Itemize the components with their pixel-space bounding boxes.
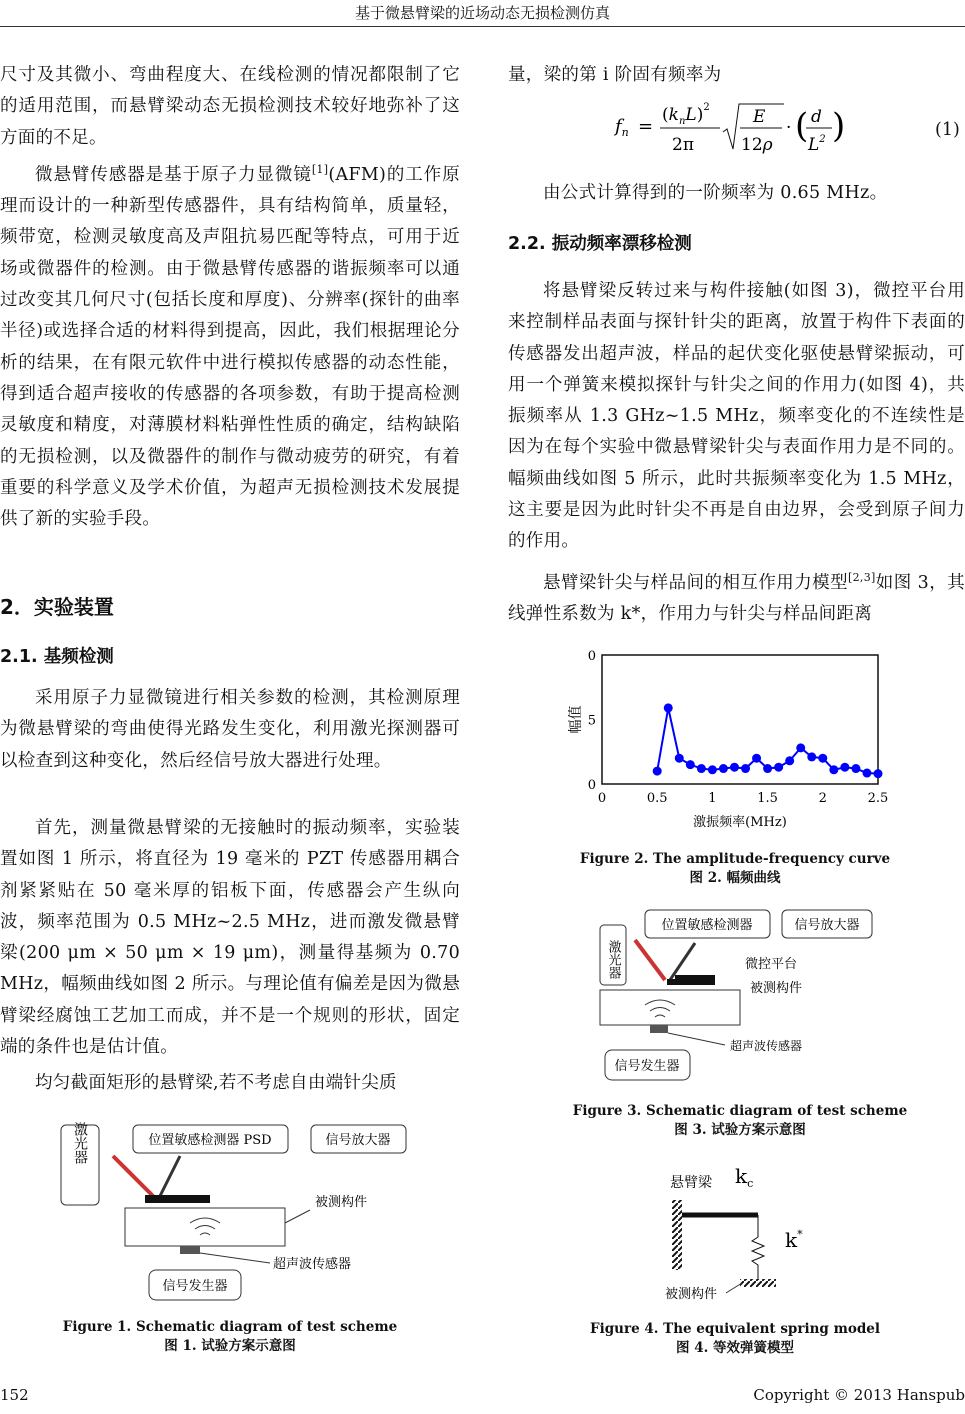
laser-label: 激光器 xyxy=(605,940,621,979)
svg-text:kc xyxy=(735,1164,753,1190)
beam-label: 悬臂梁 xyxy=(670,1175,712,1191)
copyright: Copyright © 2013 Hanspub xyxy=(753,1386,965,1404)
paragraph: 均匀截面矩形的悬臂梁,若不考虑自由端针尖质 xyxy=(35,1073,397,1093)
data-point xyxy=(664,703,673,712)
paragraph: 采用原子力显微镜进行相关参数的检测，其检测原理为微悬臂梁的弯曲使得光路发生变化，利用激光探测器可以检查到这种变化，然后经信号放大器进行处理。 xyxy=(0,688,460,771)
figure-2-caption xyxy=(560,850,910,888)
sensor-label: 超声波传感器 xyxy=(273,1257,352,1272)
amp-label: 信号放大器 xyxy=(325,1133,391,1148)
psd-label: 位置敏感检测器 PSD xyxy=(148,1133,272,1148)
gen-label: 信号发生器 xyxy=(162,1279,228,1294)
x-tick-label: 1.5 xyxy=(757,791,778,806)
svg-text:12ρ: 12ρ xyxy=(741,135,773,155)
data-point xyxy=(752,754,761,763)
figure-3-caption xyxy=(570,1102,910,1140)
data-point xyxy=(719,764,728,773)
x-axis-label: 激振频率(MHz) xyxy=(693,815,787,830)
data-point xyxy=(829,765,838,774)
caption-zh: 图 1. 试验方案示意图 xyxy=(164,1338,296,1354)
x-tick-label: 0.5 xyxy=(646,791,668,806)
data-point xyxy=(774,763,783,772)
sensor-label: 超声波传感器 xyxy=(730,1039,803,1053)
y-tick-label: 0 xyxy=(587,649,596,664)
caption-en: Figure 4. The equivalent spring model xyxy=(589,1321,881,1337)
part-label: 被测构件 xyxy=(750,981,803,996)
running-header: 基于微悬臂梁的近场动态无损检测仿真 xyxy=(354,4,610,22)
psd-label: 位置敏感检测器 xyxy=(661,918,753,933)
kstar-superscript: * xyxy=(797,1228,803,1241)
paragraph: 尺寸及其微小、弯曲程度大、在线检测的情况都限制了它的适用范围，而悬臂梁动态无损检测技术较好地弥补了这方面的不足。 xyxy=(0,65,460,148)
data-point xyxy=(675,754,684,763)
figure-1-diagram xyxy=(55,1118,415,1308)
page-number: 152 xyxy=(0,1386,29,1404)
data-point xyxy=(741,764,750,773)
subsection-heading: 2.2. 振动频率漂移检测 xyxy=(508,234,692,254)
caption-en: Figure 2. The amplitude-frequency curve xyxy=(579,851,891,867)
citation[interactable]: [2,3] xyxy=(848,571,876,584)
caption-en: Figure 1. Schematic diagram of test scheme xyxy=(62,1319,398,1335)
svg-text:=: = xyxy=(638,116,654,137)
text: 如图 3，其线弹性系数为 k*，作用力与针尖与样品间距离 xyxy=(508,572,965,625)
data-point xyxy=(796,743,805,752)
svg-text:·: · xyxy=(786,118,792,138)
svg-text:(: ( xyxy=(795,106,809,146)
text: 悬臂梁针尖与样品间的相互作用力模型 xyxy=(543,572,849,593)
svg-text:2π: 2π xyxy=(672,135,694,155)
subsection-heading: 2.1. 基频检测 xyxy=(0,647,114,667)
paragraph xyxy=(508,562,965,630)
kstar-label: k xyxy=(785,1228,798,1252)
gen-label: 信号发生器 xyxy=(614,1059,680,1074)
section-heading: 2．实验装置 xyxy=(0,595,114,619)
y-axis-label: 幅值 xyxy=(568,705,584,734)
paragraph xyxy=(0,154,460,535)
text: 微悬臂传感器是基于原子力显微镜 xyxy=(35,164,312,185)
data-point xyxy=(708,765,717,774)
kc-subscript: c xyxy=(747,1177,754,1190)
x-tick-label: 0 xyxy=(597,791,607,806)
figure-4-caption xyxy=(560,1320,910,1358)
paragraph: 将悬臂梁反转过来与构件接触(如图 3)，微控平台用来控制样品表面与探针针尖的距离，放置于构件下表面的传感器发出超声波，样品的起伏变化驱使悬臂梁振动，可用一个弹簧来模拟探针与针尖之间的作用力(如图 4)，共振频率从 1.3 GHz~1.5 MHz，频率变化的不连续性是因为在每个实验中微悬臂梁针尖与表面作用力是不同的。幅频曲线如图 5 所示，此时共振频率变化为 1.5 MHz，这主要是因为此时针尖不再是自由边界，会受到原子间力的作用。 xyxy=(508,281,965,552)
part-label: 被测构件 xyxy=(665,1287,718,1302)
citation[interactable]: [1] xyxy=(311,163,329,176)
data-point xyxy=(840,763,849,772)
data-point xyxy=(697,764,706,773)
data-point xyxy=(851,764,860,773)
data-point xyxy=(862,769,871,778)
header-rule xyxy=(0,26,965,27)
data-point xyxy=(818,754,827,763)
stage-label: 微控平台 xyxy=(745,957,798,972)
caption-zh: 图 4. 等效弹簧模型 xyxy=(676,1340,794,1356)
caption-zh: 图 3. 试验方案示意图 xyxy=(674,1122,806,1138)
plot-frame xyxy=(602,655,878,784)
text: (AFM)的工作原理而设计的一种新型传感器件，具有结构简单，质量轻，频带宽，检测灵敏度高及声阻抗易匹配等特点，可用于近场或微器件的检测。由于微悬臂传感器的谐振频率可以通过改变其几何尺寸(包括长度和厚度)、分辨率(探针的曲率半径)或选择合适的材料得到提高，因此，我们根据理论分析的结果，在有限元软件中进行模拟传感器的动态性能，得到适合超声接收的传感器的各项参数，有助于提高检测灵敏度和精度，对薄膜材料粘弹性性质的确定，结构缺陷的无损检测，以及微器件的制作与微动疲劳的研究，有着重要的科学意义及学术价值，为超声无损检测技术发展提供了新的实验手段。 xyxy=(0,164,461,530)
svg-text:k* xyxy=(785,1228,803,1252)
amp-label: 信号放大器 xyxy=(794,918,860,933)
data-point xyxy=(807,752,816,761)
svg-text:(knL)2: $(k_nL)^2$ xyxy=(662,102,710,127)
equation-1 xyxy=(610,92,910,162)
paragraph: 由公式计算得到的一阶频率为 0.65 MHz。 xyxy=(543,183,888,203)
x-tick-label: 1 xyxy=(708,791,717,806)
amplitude-frequency-chart xyxy=(540,640,910,840)
svg-text:E: E xyxy=(753,107,766,127)
equation-number: (1) xyxy=(935,120,960,140)
paragraph: 量，梁的第 i 阶固有频率为 xyxy=(508,65,722,85)
x-tick-label: 2.5 xyxy=(867,791,889,806)
x-tick-label: 2 xyxy=(818,791,827,806)
svg-text:): ) xyxy=(832,106,846,146)
data-point xyxy=(874,769,883,778)
svg-text:fn: $f_n$ xyxy=(615,116,629,139)
svg-text:L2: $L^2$ xyxy=(808,134,826,155)
svg-text:d: d xyxy=(811,107,822,127)
figure-1-caption xyxy=(60,1318,400,1356)
data-point xyxy=(785,756,794,765)
figure-3-diagram xyxy=(595,905,885,1085)
paragraph: 首先，测量微悬臂梁的无接触时的振动频率，实验装置如图 1 所示，将直径为 19 毫米的 PZT 传感器用耦合剂紧紧贴在 50 毫米厚的铝板下面，传感器会产生纵向波，频率范围为 0.5 MHz~2.5 MHz，进而激发微悬臂梁(200 μm × 50 μm × 19 μm)，测量得基频为 0.70 MHz，幅频曲线如图 2 所示。与理论值有偏差是因为微悬臂梁经腐蚀工艺加工而成，并不是一个规则的形状，固定端的条件也是估计值。 xyxy=(0,818,460,1058)
y-tick-label: 5 xyxy=(587,713,596,729)
y-tick-label: 0 xyxy=(587,778,596,793)
kc-label: k xyxy=(735,1164,748,1188)
part-label: 被测构件 xyxy=(315,1195,368,1210)
caption-zh: 图 2. 幅频曲线 xyxy=(689,870,781,886)
data-point xyxy=(730,763,739,772)
caption-en: Figure 3. Schematic diagram of test scheme xyxy=(572,1103,908,1119)
figure-4-diagram xyxy=(660,1155,820,1305)
data-point xyxy=(763,764,772,773)
laser-label: 激光器 xyxy=(72,1122,88,1164)
data-point xyxy=(686,760,695,769)
data-point xyxy=(653,767,662,776)
